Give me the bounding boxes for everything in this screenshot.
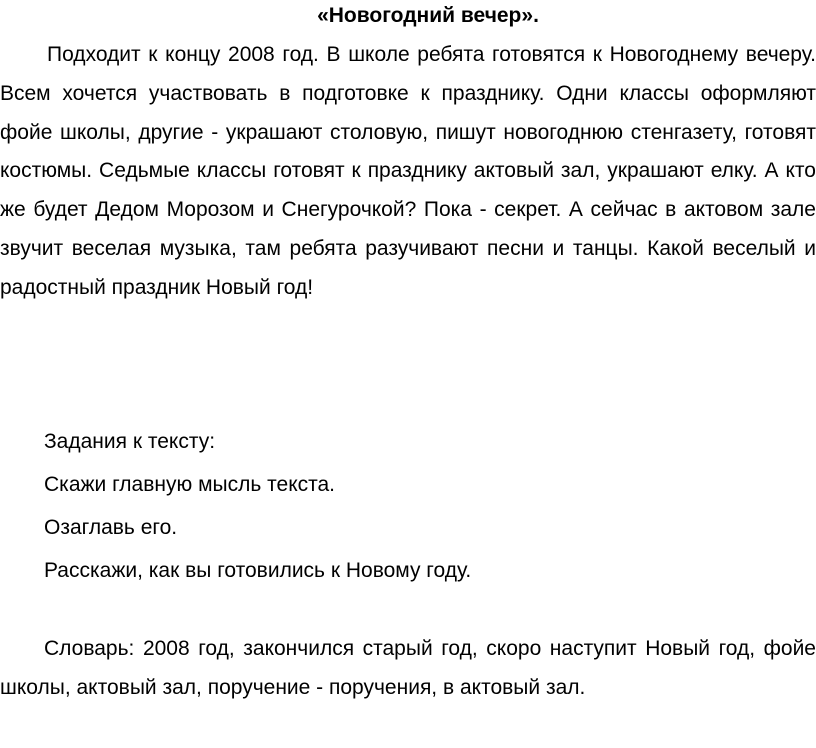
document-title: «Новогодний вечер». [317, 4, 539, 27]
tasks-heading: Задания к тексту: [44, 430, 216, 453]
vocabulary-paragraph: Словарь: 2008 год, закончился старый год, скоро наступит Новый год, фойе школы, актовый зал, поручение - поручения, в актовый зал. [0, 637, 816, 699]
task-item: Озаглавь его. [44, 516, 178, 539]
task-item: Расскажи, как вы готовились к Новому году. [44, 559, 472, 582]
main-paragraph: Подходит к концу 2008 год. В школе ребята готовятся к Новогоднему вечеру. Всем хочется участвовать в подготовке к празднику. Одни классы оформляют фойе школы, другие - украшают столовую, пишут новогоднюю стенгазету, готовят костюмы. Седьмые классы готовят к празднику актовый зал, украшают елку. А кто же будет Дедом Морозом и Снегурочкой? Пока - секрет. А сейчас в актовом зале звучит веселая музыка, там ребята разучивают песни и танцы. Какой веселый и радостный праздник Новый год! [0, 43, 816, 299]
tasks-list [44, 420, 816, 592]
task-item: Скажи главную мысль текста. [44, 473, 336, 496]
